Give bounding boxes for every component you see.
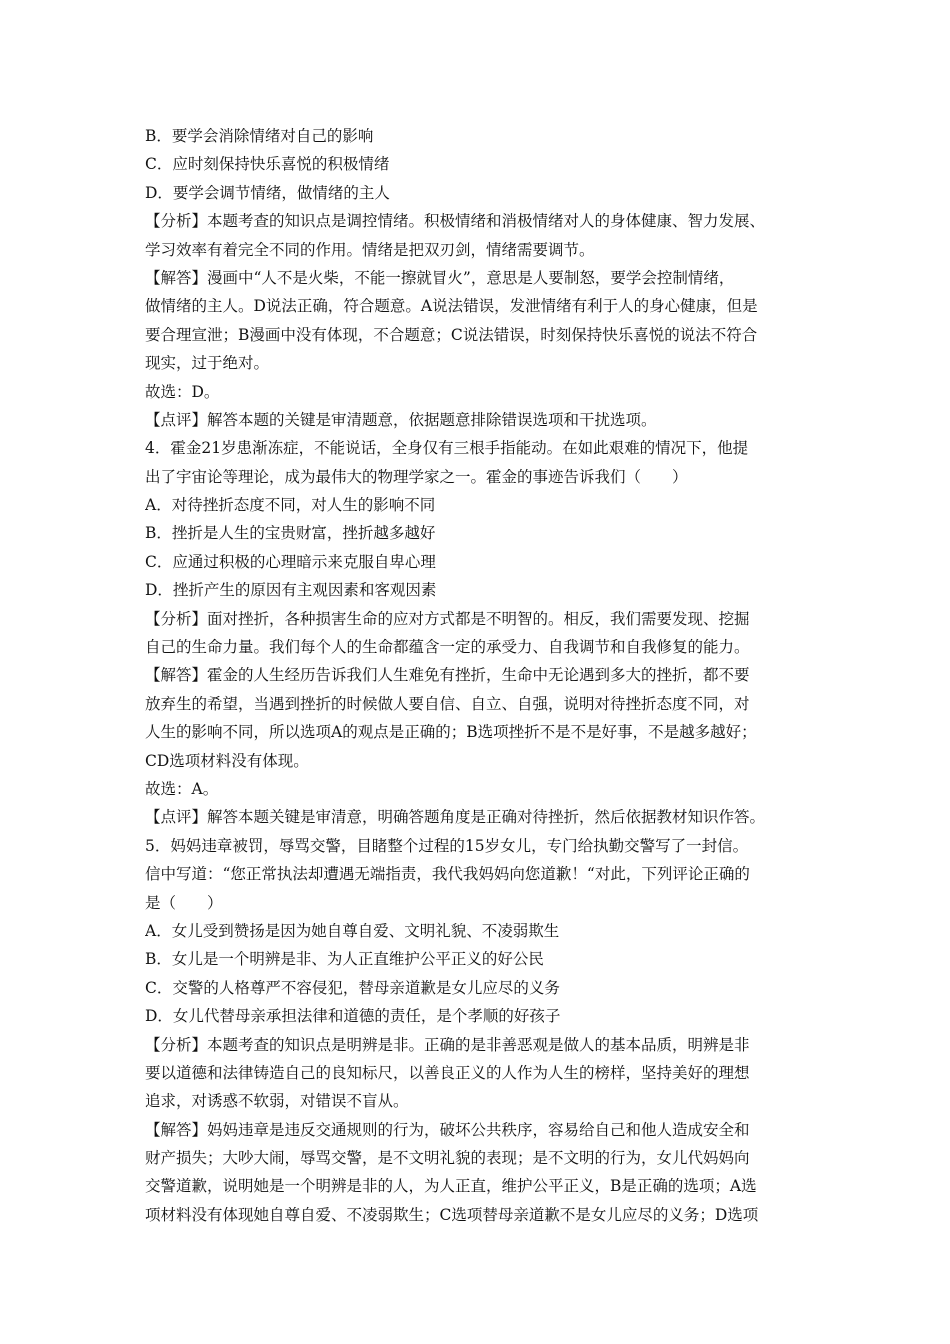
document-body <box>145 122 817 1229</box>
comment-q4: 【点评】解答本题关键是审清意，明确答题角度是正确对待挫折，然后依据教材知识作答。 <box>145 808 766 827</box>
option-b-q3: B．要学会消除情绪对自己的影响 <box>145 127 374 145</box>
question-4-line2: 出了宇宙论等理论，成为最伟大的物理学家之一。霍金的事迹告诉我们（ ） <box>145 467 688 486</box>
option-a-q4: A．对待挫折态度不同，对人生的影响不同 <box>145 496 436 515</box>
answer-q3-line1: 【解答】漫画中“人不是火柴，不能一擦就冒火”，意思是人要制怒，要学会控制情绪， <box>145 268 735 287</box>
question-5-line2: 信中写道：“您正常执法却遭遇无端指责，我代我妈妈向您道歉！“对此，下列评论正确的 <box>145 865 750 884</box>
analysis-q4-line2: 自己的生命力量。我们每个人的生命都蕴含一定的承受力、自我调节和自我修复的能力。 <box>145 638 750 657</box>
option-b-q5: B．女儿是一个明辨是非、为人正直维护公平正义的好公民 <box>145 950 544 969</box>
option-c-q4: C．应通过积极的心理暗示来克服自卑心理 <box>145 552 436 571</box>
analysis-q3-line2: 学习效率有着完全不同的作用。情绪是把双刃剑，情绪需要调节。 <box>145 240 595 259</box>
choice-q3: 故选：D。 <box>145 382 220 401</box>
answer-q5-line1: 【解答】妈妈违章是违反交通规则的行为，破坏公共秩序，容易给自己和他人造成安全和 <box>145 1120 750 1139</box>
option-d-q3: D．要学会调节情绪，做情绪的主人 <box>145 183 390 202</box>
analysis-q5-line1: 【分析】本题考查的知识点是明辨是非。正确的是非善恶观是做人的基本品质，明辨是非 <box>145 1035 750 1054</box>
analysis-q5-line2: 要以道德和法律铸造自己的良知标尺，以善良正义的人作为人生的榜样，坚持美好的理想 <box>145 1063 750 1082</box>
option-a-q5: A．女儿受到赞扬是因为她自尊自爱、文明礼貌、不凌弱欺生 <box>145 921 560 940</box>
question-5-line1: 5．妈妈违章被罚，辱骂交警，目睹整个过程的15岁女儿，专门给执勤交警写了一封信。 <box>145 836 749 855</box>
answer-q4-line4: CD选项材料没有体现。 <box>145 751 309 770</box>
answer-q5-line2: 财产损失；大吵大闹，辱骂交警，是不文明礼貌的表现；是不文明的行为，女儿代妈妈向 <box>145 1149 750 1168</box>
answer-q5-line4: 项材料没有体现她自尊自爱、不凌弱欺生；C选项替母亲道歉不是女儿应尽的义务；D选项 <box>145 1205 759 1224</box>
option-d-q4: D．挫折产生的原因有主观因素和客观因素 <box>145 581 437 600</box>
answer-q4-line1: 【解答】霍金的人生经历告诉我们人生难免有挫折，生命中无论遇到多大的挫折，都不要 <box>145 666 750 685</box>
answer-q3-line4: 现实，过于绝对。 <box>145 354 270 373</box>
choice-q4: 故选：A。 <box>145 779 219 798</box>
comment-q3: 【点评】解答本题的关键是审清题意，依据题意排除错误选项和干扰选项。 <box>145 410 657 429</box>
answer-q4-line2: 放弃生的希望，当遇到挫折的时候做人要自信、自立、自强，说明对待挫折态度不同，对 <box>145 694 750 713</box>
answer-q4-line3: 人生的影响不同，所以选项A的观点是正确的；B选项挫折不是不是好事，不是越多越好； <box>145 723 757 742</box>
option-d-q5: D．女儿代替母亲承担法律和道德的责任，是个孝顺的好孩子 <box>145 1007 561 1026</box>
answer-q3-line3: 要合理宣泄；B漫画中没有体现，不合题意；C说法错误，时刻保持快乐喜悦的说法不符合 <box>145 325 758 344</box>
option-c-q5: C．交警的人格尊严不容侵犯，替母亲道歉是女儿应尽的义务 <box>145 978 560 997</box>
option-b-q4: B．挫折是人生的宝贵财富，挫折越多越好 <box>145 524 436 543</box>
analysis-q4-line1: 【分析】面对挫折，各种损害生命的应对方式都是不明智的。相反，我们需要发现、挖掘 <box>145 609 750 628</box>
question-4-line1: 4．霍金21岁患渐冻症，不能说话，全身仅有三根手指能动。在如此艰难的情况下，他提 <box>145 439 749 458</box>
answer-q5-line3: 交警道歉，说明她是一个明辨是非的人，为人正直，维护公平正义，B是正确的选项；A选 <box>145 1177 757 1196</box>
analysis-q3-line1: 【分析】本题考查的知识点是调控情绪。积极情绪和消极情绪对人的身体健康、智力发展、 <box>145 212 766 231</box>
answer-q3-line2: 做情绪的主人。D说法正确，符合题意。A说法错误，发泄情绪有利于人的身心健康，但是 <box>145 297 758 316</box>
analysis-q5-line3: 追求，对诱惑不软弱，对错误不盲从。 <box>145 1092 409 1111</box>
option-c-q3: C．应时刻保持快乐喜悦的积极情绪 <box>145 155 390 174</box>
question-5-line3: 是（ ） <box>145 893 223 912</box>
